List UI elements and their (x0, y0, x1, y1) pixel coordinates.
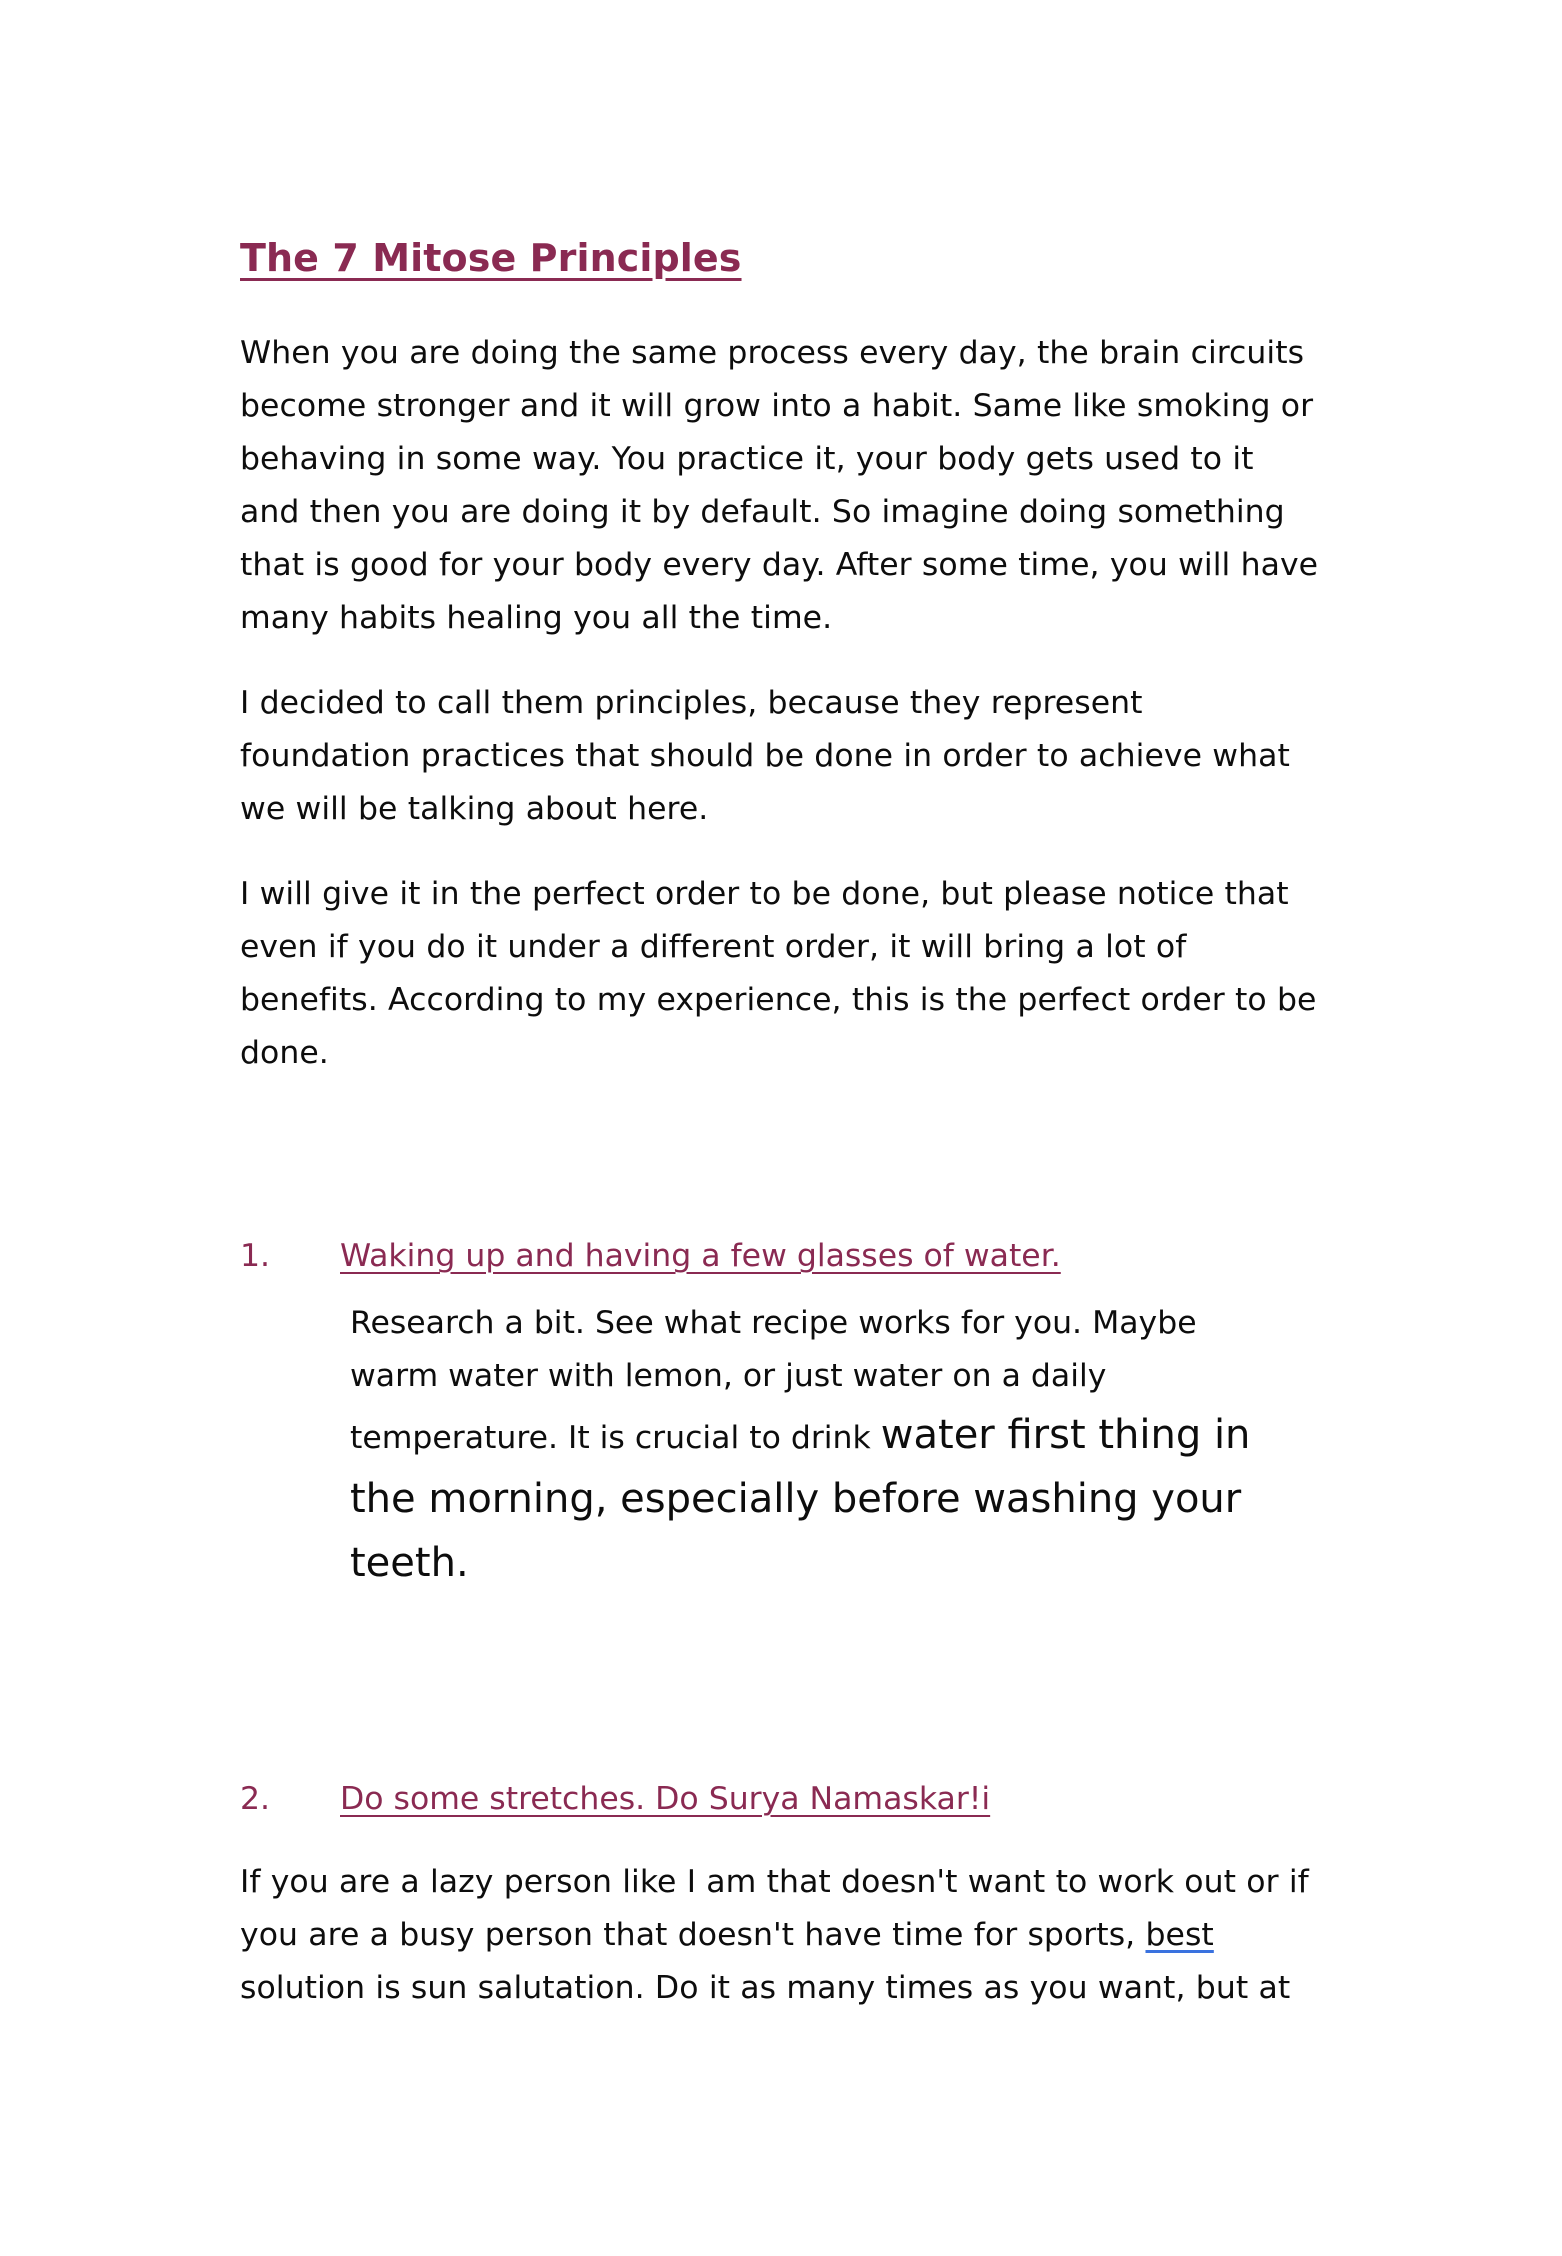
list-item (240, 1773, 1322, 1826)
section-spacer-3 (240, 1713, 1322, 1773)
list-item-number: 2. (240, 1780, 271, 1817)
closing-paragraph-part-1: If you are a lazy person like I am that doesn't want to work out or if you are a busy person that doesn't have time for sports, (240, 1863, 1309, 1953)
section-spacer-2 (240, 1595, 1322, 1713)
page-title: The 7 Mitose Principles (240, 236, 742, 280)
list-item (240, 1230, 1322, 1283)
list-item-body (350, 1297, 1270, 1595)
paragraph-2: I decided to call them principles, because they represent foundation practices that should be done in order to achieve what we will be talking about here. (240, 684, 1290, 827)
paragraph-3: I will give it in the perfect order to be done, but please notice that even if you do it under a different order, it will bring a lot of benefits. According to my experience, this is the perfect order to be done. (240, 875, 1317, 1071)
list-item-body-normal: Research a bit. See what recipe works for you. Maybe warm water with lemon, or just water on a daily temperature. It is crucial to drink (350, 1304, 1197, 1456)
list-item-number: 1. (240, 1237, 271, 1274)
list-item-heading-link[interactable]: Waking up and having a few glasses of water. (340, 1237, 1061, 1274)
closing-paragraph-part-2: solution is sun salutation. Do it as many times as you want, but at (240, 1969, 1291, 2006)
list-item-body-emphasis: water first thing in the morning, especially before washing your teeth. (350, 1411, 1251, 1586)
list-item-heading-link[interactable]: Do some stretches. Do Surya Namaskar!i (340, 1780, 991, 1817)
closing-paragraph (240, 1856, 1322, 2015)
document-body (240, 236, 1322, 2015)
section-spacer (240, 1112, 1322, 1230)
paragraph-1: When you are doing the same process every day, the brain circuits become stronger and it will grow into a habit. Same like smoking or behaving in some way. You practice it, your body gets used to it and then you are doing it by default. So imagine doing something that is good for your body every day. After some time, you will have many habits healing you all the time. (240, 334, 1319, 636)
best-hyperlink[interactable]: best (1145, 1916, 1214, 1953)
